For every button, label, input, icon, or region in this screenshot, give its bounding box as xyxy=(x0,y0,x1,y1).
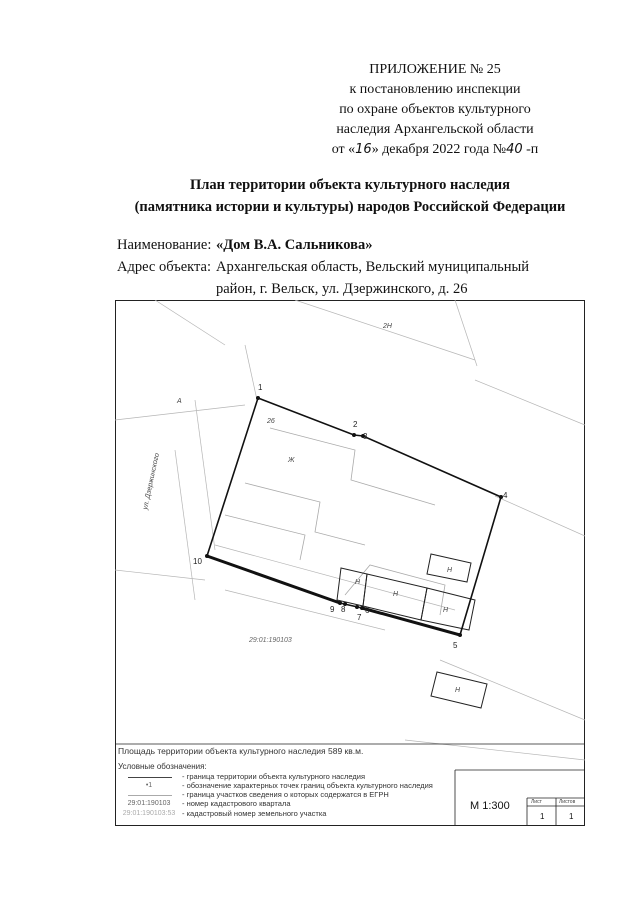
point-label-7: 7 xyxy=(357,613,362,622)
appendix-number: ПРИЛОЖЕНИЕ № 25 xyxy=(369,62,501,77)
point-label-1: 1 xyxy=(258,383,263,392)
legend-title: Условные обозначения: xyxy=(118,762,207,771)
legend-symbol-quarter: 29:01:190103 xyxy=(127,800,171,807)
appendix-date: от «16» декабря 2022 года №40 -п xyxy=(331,142,539,157)
address-line-1: Архангельская область, Вельский муниципальный xyxy=(216,259,530,275)
legend-symbol-parcel xyxy=(128,795,172,796)
building-label-2n: 2Н xyxy=(383,323,392,330)
legend-text: - обозначение характерных точек границ объекта культурного наследия xyxy=(182,781,433,790)
page-title: План территории объекта культурного наследия (памятника истории и культуры) народов Российской Федерации xyxy=(134,177,566,215)
legend-text: - кадастровый номер земельного участка xyxy=(182,809,327,818)
letter-a-label: А xyxy=(177,398,182,405)
outbuilding-label: Н xyxy=(355,579,361,586)
appendix-line: по охране объектов культурного xyxy=(339,102,531,117)
point-label-10: 10 xyxy=(193,557,202,566)
outbuilding-label: Н xyxy=(443,607,449,614)
handwritten-day: 16 xyxy=(355,142,372,157)
outbuilding-label: Н xyxy=(455,687,461,694)
sheets-label: Листов xyxy=(559,799,576,805)
handwritten-number: 40 xyxy=(506,142,523,157)
legend-text: - граница участков сведения о которых содержатся в ЕГРН xyxy=(182,790,389,799)
point-label-3: 3 xyxy=(363,432,368,441)
legend-text: - номер кадастрового квартала xyxy=(182,799,291,808)
address-line-2: район, г. Вельск, ул. Дзержинского, д. 26 xyxy=(216,281,468,297)
boundary-thick-segment xyxy=(207,556,340,603)
boundary-points xyxy=(205,396,503,637)
street-label: ул. Дзержинского xyxy=(142,452,161,511)
address-label: Адрес объекта: xyxy=(117,259,211,275)
scale-label: М 1:300 xyxy=(470,800,510,812)
name-label: Наименование: xyxy=(117,237,212,253)
legend-symbol-point: •1 xyxy=(145,782,153,789)
sheet-value: 1 xyxy=(540,812,545,821)
cadastral-lines xyxy=(115,300,585,760)
appendix-header xyxy=(300,60,570,160)
sheet-label: Лист xyxy=(531,799,542,805)
appendix-line: наследия Архангельской области xyxy=(336,122,534,137)
area-text: Площадь территории объекта культурного наследия 589 кв.м. xyxy=(118,746,364,756)
legend-symbol-boundary xyxy=(128,777,172,778)
point-label-6: 6 xyxy=(365,606,370,615)
point-label-4: 4 xyxy=(503,491,508,500)
point-label-2: 2 xyxy=(353,420,358,429)
legend-text: - граница территории объекта культурного наследия xyxy=(182,772,366,781)
house-number-label: 26 xyxy=(267,418,275,425)
cadastral-quarter-label: 29:01:190103 xyxy=(249,637,292,644)
point-label-8: 8 xyxy=(341,605,346,614)
building-outlines xyxy=(225,428,445,615)
sheets-value: 1 xyxy=(569,812,574,821)
outbuilding-label: Н xyxy=(447,567,453,574)
outbuilding-label: Н xyxy=(393,591,399,598)
legend-symbol-cadastral: 29:01:190103:53 xyxy=(122,810,176,817)
name-value: «Дом В.А. Сальникова» xyxy=(216,237,373,253)
point-label-5: 5 xyxy=(453,641,458,650)
appendix-line: к постановлению инспекции xyxy=(349,82,521,97)
building-label-zh: Ж xyxy=(288,457,295,464)
point-label-9: 9 xyxy=(330,605,335,614)
